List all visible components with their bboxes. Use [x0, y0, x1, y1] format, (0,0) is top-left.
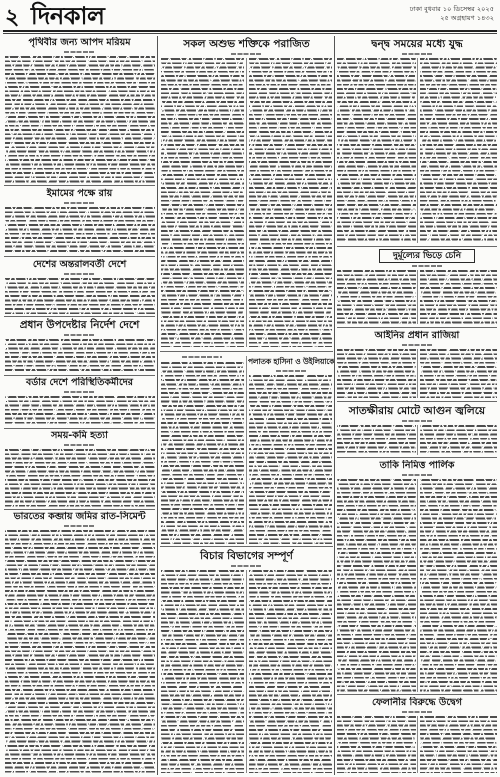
headline: ফেলানীর বিরুদ্ধে উদ্বেগ: [371, 697, 463, 708]
column-divider: [157, 36, 158, 775]
byline: [412, 265, 442, 267]
story-divider: [160, 546, 333, 547]
column-divider: [246, 356, 247, 544]
byline: [64, 273, 94, 275]
headline: বিচার বিভাগের সম্পূর্ণ: [200, 550, 293, 562]
newspaper-title: দিনকাল: [30, 2, 105, 30]
article-body-text: [5, 339, 155, 373]
headline: দ্বন্দ্ব সময়ের মধ্যে যুদ্ধ: [371, 38, 463, 50]
column-divider: [417, 349, 418, 398]
article-body-text: [5, 449, 155, 507]
byline: [64, 525, 94, 527]
story-divider: [4, 375, 155, 376]
headline: ইমামের পক্ষে রায়: [46, 188, 113, 199]
article-body-text: [249, 570, 332, 773]
story-divider: [4, 256, 155, 257]
story-divider: [4, 316, 155, 317]
article-body-text: [337, 349, 416, 398]
article-body-text: [420, 716, 497, 773]
story-divider: [337, 457, 497, 458]
article-body-text: [337, 270, 416, 324]
byline: [64, 444, 94, 446]
byline: [402, 420, 432, 422]
header-rule: [3, 30, 497, 32]
story-divider: [337, 246, 497, 247]
story-divider: [160, 351, 333, 352]
article-body-text: [5, 530, 155, 773]
byline: [402, 344, 432, 346]
byline: [64, 334, 94, 336]
headline: সময়-কমি হত্যা: [51, 430, 108, 441]
article-body-text: [420, 58, 497, 243]
story-divider: [337, 327, 497, 328]
byline: [231, 53, 261, 55]
column-divider: [417, 479, 418, 692]
byline: [402, 711, 432, 713]
article-body-text: [161, 362, 244, 544]
byline: [276, 370, 306, 372]
article-body-text: [337, 425, 416, 455]
headline: সকল অশুভ শক্তিকে পরাজিত: [183, 38, 310, 50]
article-body-text: [161, 58, 244, 347]
byline: [64, 391, 94, 393]
column-divider: [417, 716, 418, 773]
headline: সাতক্ষীরায় মোটে আগুন জ্বলিয়ে: [348, 405, 486, 417]
masthead: [5, 2, 104, 30]
headline: আইনির প্রধান রাজিয়া: [374, 330, 460, 341]
column-divider: [334, 36, 335, 775]
story-divider: [4, 185, 155, 186]
header-rule-thin: [3, 33, 497, 34]
headline: বর্ডার দেশে পরিস্থিতিকর্মীদের: [25, 377, 134, 388]
article-body-text: [5, 278, 155, 314]
column-divider: [417, 270, 418, 324]
headline: ভারতের কব্জায় জমির রাত-সিমেন্ট: [13, 511, 146, 522]
story-divider: [4, 509, 155, 510]
column-divider: [246, 58, 247, 347]
byline: [64, 51, 94, 53]
article-body-text: [161, 570, 244, 773]
column-divider: [417, 425, 418, 455]
article-body-text: [5, 207, 155, 254]
article-body-text: [420, 270, 497, 324]
article-body-text: [337, 716, 416, 773]
byline: [231, 565, 261, 567]
dateline-gregorian: ঢাকা বুধবার ১০ ডিসেম্বর ২০২৫: [409, 5, 494, 13]
article-body-text: [420, 425, 497, 455]
continuation-marker: [182, 356, 222, 358]
article-body-text: [5, 396, 155, 426]
headline: পৃথিবীর জন্য আপদ মরিয়ম: [28, 37, 131, 48]
byline: [402, 474, 432, 476]
article-body-text: [249, 375, 332, 544]
column-divider: [417, 58, 418, 243]
headline: দেশের অন্তরালবর্তী দেশে: [32, 259, 127, 270]
article-body-text: [337, 479, 416, 692]
page-number: ২: [5, 5, 20, 30]
byline: [64, 202, 94, 204]
headline: প্রধান উপদেষ্টার নির্দেশ দেশে: [19, 319, 140, 331]
story-divider: [337, 694, 497, 695]
dateline: [284, 5, 494, 23]
article-body-text: [249, 58, 332, 347]
boxed-headline: দুর্মূল্যের ভিড়ে চেনি: [379, 249, 475, 263]
article-body-text: [420, 349, 497, 398]
article-body-text: [420, 479, 497, 692]
story-divider: [337, 401, 497, 402]
dateline-bangla: ২৫ অগ্রহায়ণ ১৪৩২: [440, 14, 494, 22]
article-body-text: [337, 58, 416, 243]
column-divider: [246, 570, 247, 773]
story-divider: [4, 428, 155, 429]
headline: পলাতক হাসিনা ও উইলিয়াকে: [248, 357, 334, 366]
article-body-text: [5, 56, 155, 183]
headline: তাকি নিমিত্ত পার্লিক: [379, 460, 455, 471]
byline: [402, 53, 432, 55]
